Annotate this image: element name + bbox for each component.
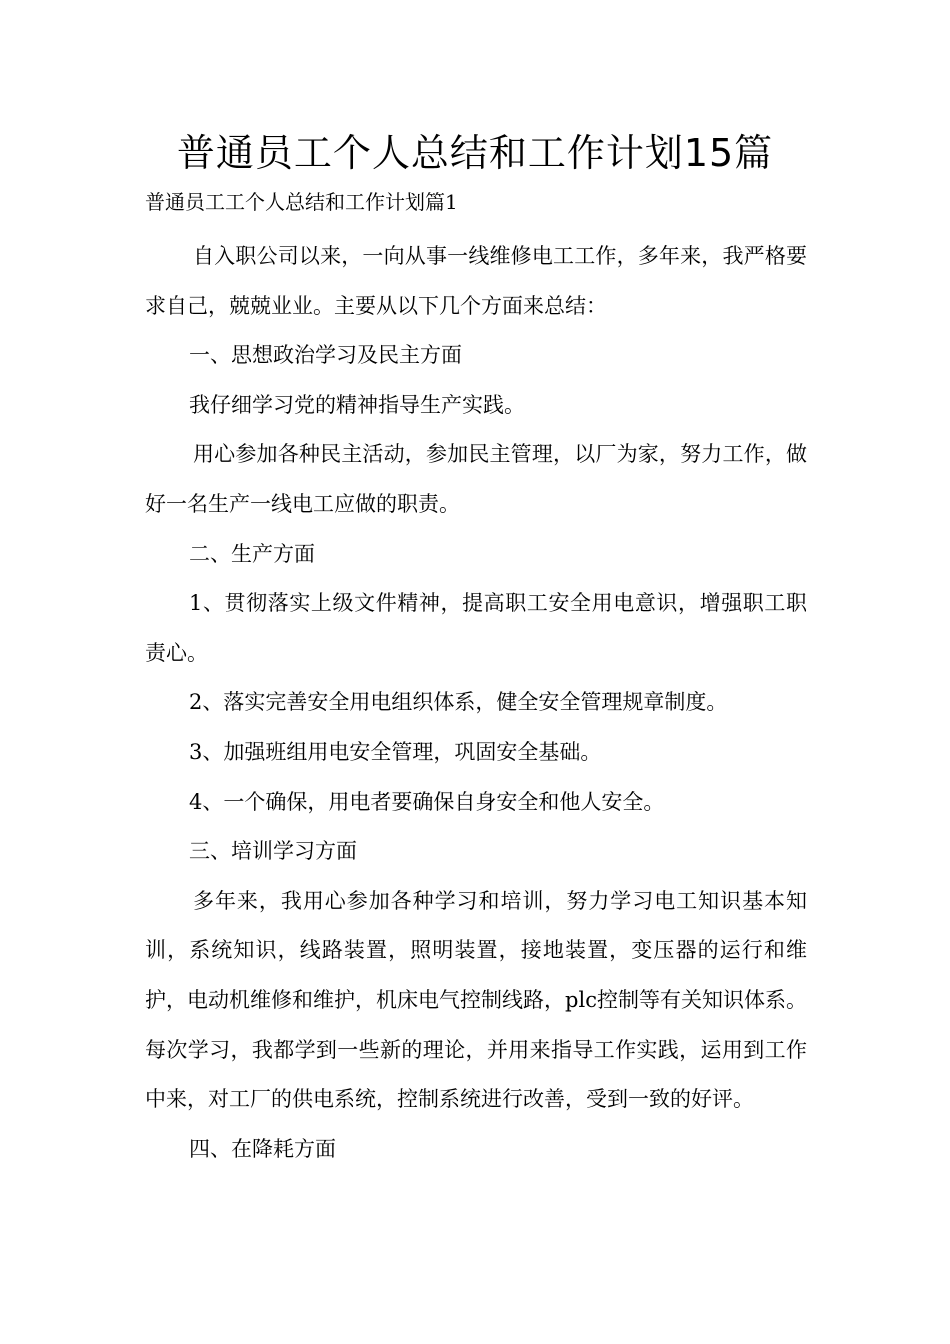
paragraph-training: 多年来，我用心参加各种学习和培训，努力学习电工知识基本知训，系统知识，线路装置，照明装置，接地装置，变压器的运行和维护，电动机维修和维护，机床电气控制线路，plc控制等有关知识体系。每次学习，我都学到一些新的理论，并用来指导工作实践，运用到工作中来，对工厂的供电系统，控制系统进行改善，受到一致的好评。: [145, 888, 807, 1112]
document-body: [145, 184, 807, 1174]
section-subtitle: 普通员工工个人总结和工作计划篇1: [145, 190, 458, 214]
heading-production: 二、生产方面: [189, 541, 315, 566]
heading-energy: 四、在降耗方面: [189, 1136, 336, 1161]
heading-politics: 一、思想政治学习及民主方面: [189, 343, 462, 368]
paragraph-study: 我仔细学习党的精神指导生产实践。: [189, 392, 525, 417]
document-title: 普通员工个人总结和工作计划15篇: [176, 131, 774, 175]
list-item-4: 4、一个确保，用电者要确保自身安全和他人安全。: [189, 789, 665, 814]
list-item-2: 2、落实完善安全用电组织体系，健全安全管理规章制度。: [189, 690, 728, 715]
list-item-3: 3、加强班组用电安全管理，巩固安全基础。: [189, 739, 602, 764]
heading-training: 三、培训学习方面: [189, 839, 357, 864]
list-item-1: 1、贯彻落实上级文件精神，提高职工安全用电意识，增强职工职责心。: [145, 591, 807, 665]
paragraph-intro: 自入职公司以来，一向从事一线维修电工工作，多年来，我严格要求自己，兢兢业业。主要从以下几个方面来总结：: [145, 244, 807, 318]
paragraph-democracy: 用心参加各种民主活动，参加民主管理，以厂为家，努力工作，做好一名生产一线电工应做的职责。: [145, 442, 807, 516]
